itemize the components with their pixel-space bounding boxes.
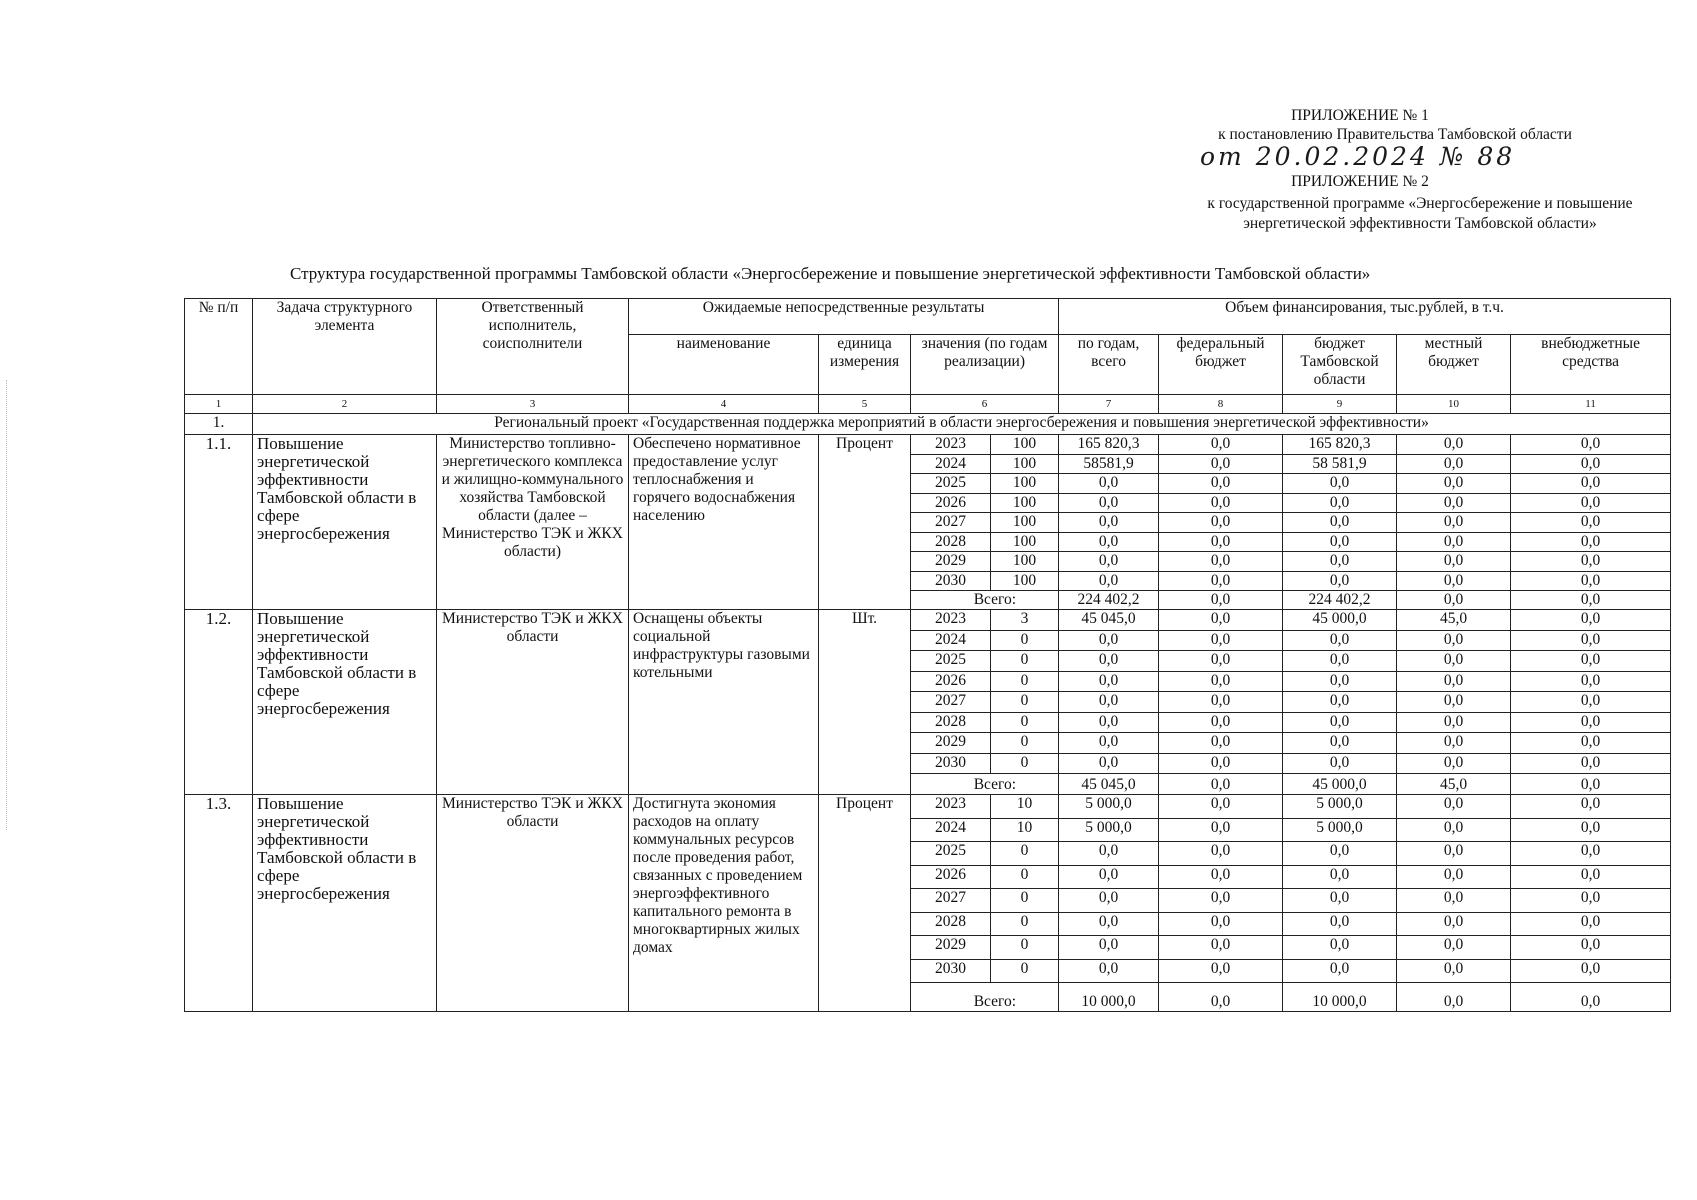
section-num: 1. xyxy=(185,414,253,435)
total-funding-cell: 0,0 xyxy=(1059,571,1159,591)
federal-budget-cell: 0,0 xyxy=(1159,552,1283,572)
total-label: Всего: xyxy=(911,983,1059,1012)
local-budget-cell: 0,0 xyxy=(1397,912,1511,936)
extrabudgetary-cell: 0,0 xyxy=(1511,651,1671,672)
year-cell: 2023 xyxy=(911,435,991,455)
local-budget-cell: 0,0 xyxy=(1397,865,1511,889)
year-cell: 2030 xyxy=(911,959,991,983)
federal-budget-cell: 0,0 xyxy=(1159,795,1283,819)
total-extra-cell: 0,0 xyxy=(1511,774,1671,795)
local-budget-cell: 0,0 xyxy=(1397,630,1511,651)
year-cell: 2030 xyxy=(911,571,991,591)
extrabudgetary-cell: 0,0 xyxy=(1511,842,1671,866)
extrabudgetary-cell: 0,0 xyxy=(1511,552,1671,572)
regional-budget-cell: 0,0 xyxy=(1283,692,1397,713)
target-value-cell: 100 xyxy=(991,454,1059,474)
year-cell: 2026 xyxy=(911,671,991,692)
column-number-row xyxy=(185,395,1671,414)
target-value-cell: 0 xyxy=(991,912,1059,936)
regional-budget-cell: 0,0 xyxy=(1283,842,1397,866)
regional-budget-cell: 0,0 xyxy=(1283,651,1397,672)
local-budget-cell: 0,0 xyxy=(1397,552,1511,572)
col-number: 6 xyxy=(911,395,1059,414)
regional-budget-cell: 0,0 xyxy=(1283,513,1397,533)
header-regional: бюджет Тамбовской области xyxy=(1283,335,1397,395)
regional-budget-cell: 58 581,9 xyxy=(1283,454,1397,474)
target-value-cell: 100 xyxy=(991,571,1059,591)
extrabudgetary-cell: 0,0 xyxy=(1511,671,1671,692)
extrabudgetary-cell: 0,0 xyxy=(1511,571,1671,591)
local-budget-cell: 45,0 xyxy=(1397,610,1511,631)
target-value-cell: 100 xyxy=(991,552,1059,572)
year-cell: 2027 xyxy=(911,513,991,533)
section-row xyxy=(185,414,1671,435)
regional-budget-cell: 0,0 xyxy=(1283,912,1397,936)
year-cell: 2028 xyxy=(911,712,991,733)
year-cell: 2024 xyxy=(911,454,991,474)
header-total: по годам, всего xyxy=(1059,335,1159,395)
federal-budget-cell: 0,0 xyxy=(1159,712,1283,733)
extrabudgetary-cell: 0,0 xyxy=(1511,712,1671,733)
total-regional-cell: 45 000,0 xyxy=(1283,774,1397,795)
target-value-cell: 0 xyxy=(991,651,1059,672)
appendix1-title: ПРИЛОЖЕНИЕ № 1 xyxy=(1291,107,1429,124)
total-extra-cell: 0,0 xyxy=(1511,591,1671,610)
federal-budget-cell: 0,0 xyxy=(1159,753,1283,774)
col-number: 9 xyxy=(1283,395,1397,414)
regional-budget-cell: 0,0 xyxy=(1283,493,1397,513)
local-budget-cell: 0,0 xyxy=(1397,959,1511,983)
target-value-cell: 10 xyxy=(991,818,1059,842)
regional-budget-cell: 0,0 xyxy=(1283,936,1397,960)
appendix1-reference: к постановлению Правительства Тамбовской области xyxy=(1218,126,1572,143)
local-budget-cell: 0,0 xyxy=(1397,651,1511,672)
total-total-cell: 10 000,0 xyxy=(1059,983,1159,1012)
federal-budget-cell: 0,0 xyxy=(1159,571,1283,591)
table-row xyxy=(185,435,1671,455)
total-funding-cell: 0,0 xyxy=(1059,532,1159,552)
extrabudgetary-cell: 0,0 xyxy=(1511,630,1671,651)
federal-budget-cell: 0,0 xyxy=(1159,842,1283,866)
appendix2-line1: к государственной программе «Энергосбережение и повышение xyxy=(1207,195,1633,212)
local-budget-cell: 0,0 xyxy=(1397,733,1511,754)
local-budget-cell: 0,0 xyxy=(1397,795,1511,819)
target-value-cell: 0 xyxy=(991,712,1059,733)
total-funding-cell: 0,0 xyxy=(1059,889,1159,913)
total-funding-cell: 0,0 xyxy=(1059,753,1159,774)
total-local-cell: 0,0 xyxy=(1397,591,1511,610)
federal-budget-cell: 0,0 xyxy=(1159,630,1283,651)
header-funding-group: Объем финансирования, тыс.рублей, в т.ч. xyxy=(1059,299,1671,335)
total-funding-cell: 0,0 xyxy=(1059,552,1159,572)
col-number: 10 xyxy=(1397,395,1511,414)
total-label: Всего: xyxy=(911,591,1059,610)
local-budget-cell: 0,0 xyxy=(1397,493,1511,513)
regional-budget-cell: 0,0 xyxy=(1283,671,1397,692)
executor: Министерство топливно-энергетического комплекса и жилищно-коммунального хозяйства Тамбовской области (далее – Министерство ТЭК и ЖКХ области) xyxy=(437,435,629,610)
col-number: 1 xyxy=(185,395,253,414)
unit: Шт. xyxy=(819,610,911,795)
federal-budget-cell: 0,0 xyxy=(1159,532,1283,552)
header-local: местный бюджет xyxy=(1397,335,1511,395)
header-unit: единица измерения xyxy=(819,335,911,395)
target-value-cell: 0 xyxy=(991,630,1059,651)
extrabudgetary-cell: 0,0 xyxy=(1511,474,1671,494)
local-budget-cell: 0,0 xyxy=(1397,532,1511,552)
federal-budget-cell: 0,0 xyxy=(1159,889,1283,913)
total-local-cell: 45,0 xyxy=(1397,774,1511,795)
extrabudgetary-cell: 0,0 xyxy=(1511,818,1671,842)
year-cell: 2025 xyxy=(911,474,991,494)
federal-budget-cell: 0,0 xyxy=(1159,959,1283,983)
target-value-cell: 0 xyxy=(991,865,1059,889)
result-name: Оснащены объекты социальной инфраструктуры газовыми котельными xyxy=(629,610,819,795)
target-value-cell: 100 xyxy=(991,513,1059,533)
col-number: 11 xyxy=(1511,395,1671,414)
federal-budget-cell: 0,0 xyxy=(1159,610,1283,631)
target-value-cell: 10 xyxy=(991,795,1059,819)
local-budget-cell: 0,0 xyxy=(1397,671,1511,692)
total-funding-cell: 0,0 xyxy=(1059,912,1159,936)
scan-edge-mark xyxy=(6,380,8,830)
target-value-cell: 0 xyxy=(991,753,1059,774)
federal-budget-cell: 0,0 xyxy=(1159,818,1283,842)
extrabudgetary-cell: 0,0 xyxy=(1511,733,1671,754)
total-funding-cell: 0,0 xyxy=(1059,692,1159,713)
col-number: 7 xyxy=(1059,395,1159,414)
total-funding-cell: 0,0 xyxy=(1059,959,1159,983)
year-cell: 2029 xyxy=(911,733,991,754)
local-budget-cell: 0,0 xyxy=(1397,818,1511,842)
total-funding-cell: 0,0 xyxy=(1059,630,1159,651)
total-funding-cell: 45 045,0 xyxy=(1059,610,1159,631)
local-budget-cell: 0,0 xyxy=(1397,842,1511,866)
document-title: Структура государственной программы Тамбовской области «Энергосбережение и повышение энергетической эффективности Тамбовской области» xyxy=(290,264,1371,283)
local-budget-cell: 0,0 xyxy=(1397,571,1511,591)
total-funding-cell: 0,0 xyxy=(1059,733,1159,754)
local-budget-cell: 0,0 xyxy=(1397,435,1511,455)
extrabudgetary-cell: 0,0 xyxy=(1511,493,1671,513)
year-cell: 2023 xyxy=(911,795,991,819)
total-funding-cell: 0,0 xyxy=(1059,513,1159,533)
year-cell: 2028 xyxy=(911,912,991,936)
target-value-cell: 0 xyxy=(991,936,1059,960)
total-federal-cell: 0,0 xyxy=(1159,983,1283,1012)
year-cell: 2028 xyxy=(911,532,991,552)
federal-budget-cell: 0,0 xyxy=(1159,435,1283,455)
local-budget-cell: 0,0 xyxy=(1397,513,1511,533)
header-federal: федеральный бюджет xyxy=(1159,335,1283,395)
federal-budget-cell: 0,0 xyxy=(1159,513,1283,533)
extrabudgetary-cell: 0,0 xyxy=(1511,959,1671,983)
federal-budget-cell: 0,0 xyxy=(1159,692,1283,713)
unit: Процент xyxy=(819,435,911,610)
regional-budget-cell: 0,0 xyxy=(1283,753,1397,774)
year-cell: 2026 xyxy=(911,493,991,513)
extrabudgetary-cell: 0,0 xyxy=(1511,795,1671,819)
section-title: Региональный проект «Государственная поддержка мероприятий в области энергосбережения и повышения энергетической эффективности» xyxy=(253,414,1671,435)
local-budget-cell: 0,0 xyxy=(1397,474,1511,494)
federal-budget-cell: 0,0 xyxy=(1159,454,1283,474)
target-value-cell: 3 xyxy=(991,610,1059,631)
col-number: 4 xyxy=(629,395,819,414)
regional-budget-cell: 0,0 xyxy=(1283,733,1397,754)
year-cell: 2024 xyxy=(911,630,991,651)
extrabudgetary-cell: 0,0 xyxy=(1511,692,1671,713)
year-cell: 2030 xyxy=(911,753,991,774)
federal-budget-cell: 0,0 xyxy=(1159,651,1283,672)
table-row xyxy=(185,795,1671,819)
local-budget-cell: 0,0 xyxy=(1397,454,1511,474)
regional-budget-cell: 165 820,3 xyxy=(1283,435,1397,455)
year-cell: 2029 xyxy=(911,936,991,960)
total-funding-cell: 0,0 xyxy=(1059,712,1159,733)
header-extra: внебюджетные средства xyxy=(1511,335,1671,395)
program-structure-table xyxy=(184,298,1671,1012)
extrabudgetary-cell: 0,0 xyxy=(1511,513,1671,533)
extrabudgetary-cell: 0,0 xyxy=(1511,532,1671,552)
local-budget-cell: 0,0 xyxy=(1397,753,1511,774)
regional-budget-cell: 0,0 xyxy=(1283,630,1397,651)
regional-budget-cell: 5 000,0 xyxy=(1283,818,1397,842)
target-value-cell: 0 xyxy=(991,959,1059,983)
total-funding-cell: 0,0 xyxy=(1059,671,1159,692)
regional-budget-cell: 45 000,0 xyxy=(1283,610,1397,631)
regional-budget-cell: 0,0 xyxy=(1283,552,1397,572)
total-local-cell: 0,0 xyxy=(1397,983,1511,1012)
executor: Министерство ТЭК и ЖКХ области xyxy=(437,610,629,795)
table-row xyxy=(185,610,1671,631)
extrabudgetary-cell: 0,0 xyxy=(1511,610,1671,631)
year-cell: 2027 xyxy=(911,692,991,713)
year-cell: 2025 xyxy=(911,842,991,866)
result-name: Достигнута экономия расходов на оплату коммунальных ресурсов после проведения работ, связанных с проведением энергоэффективного капитального ремонта в многоквартирных жилых домах xyxy=(629,795,819,1012)
header-executor: Ответственный исполнитель, соисполнители xyxy=(437,299,629,395)
header-result-name: наименование xyxy=(629,335,819,395)
total-funding-cell: 5 000,0 xyxy=(1059,795,1159,819)
unit: Процент xyxy=(819,795,911,1012)
total-federal-cell: 0,0 xyxy=(1159,591,1283,610)
regional-budget-cell: 0,0 xyxy=(1283,865,1397,889)
extrabudgetary-cell: 0,0 xyxy=(1511,889,1671,913)
target-value-cell: 0 xyxy=(991,692,1059,713)
target-value-cell: 100 xyxy=(991,532,1059,552)
extrabudgetary-cell: 0,0 xyxy=(1511,936,1671,960)
local-budget-cell: 0,0 xyxy=(1397,889,1511,913)
extrabudgetary-cell: 0,0 xyxy=(1511,753,1671,774)
item-number: 1.2. xyxy=(185,610,253,795)
local-budget-cell: 0,0 xyxy=(1397,692,1511,713)
regional-budget-cell: 0,0 xyxy=(1283,712,1397,733)
extrabudgetary-cell: 0,0 xyxy=(1511,912,1671,936)
appendix2-title: ПРИЛОЖЕНИЕ № 2 xyxy=(1291,173,1429,190)
total-federal-cell: 0,0 xyxy=(1159,774,1283,795)
executor: Министерство ТЭК и ЖКХ области xyxy=(437,795,629,1012)
col-number: 8 xyxy=(1159,395,1283,414)
total-extra-cell: 0,0 xyxy=(1511,983,1671,1012)
federal-budget-cell: 0,0 xyxy=(1159,474,1283,494)
year-cell: 2023 xyxy=(911,610,991,631)
total-total-cell: 45 045,0 xyxy=(1059,774,1159,795)
item-number: 1.1. xyxy=(185,435,253,610)
header-num: № п/п xyxy=(185,299,253,395)
header-values: значения (по годам реализации) xyxy=(911,335,1059,395)
target-value-cell: 100 xyxy=(991,474,1059,494)
result-name: Обеспечено нормативное предоставление услуг теплоснабжения и горячего водоснабжения населению xyxy=(629,435,819,610)
total-funding-cell: 165 820,3 xyxy=(1059,435,1159,455)
total-label: Всего: xyxy=(911,774,1059,795)
total-funding-cell: 58581,9 xyxy=(1059,454,1159,474)
handwritten-date-number: от 20.02.2024 № 88 xyxy=(1200,142,1516,171)
total-funding-cell: 0,0 xyxy=(1059,842,1159,866)
total-regional-cell: 10 000,0 xyxy=(1283,983,1397,1012)
regional-budget-cell: 0,0 xyxy=(1283,474,1397,494)
extrabudgetary-cell: 0,0 xyxy=(1511,454,1671,474)
extrabudgetary-cell: 0,0 xyxy=(1511,865,1671,889)
target-value-cell: 0 xyxy=(991,842,1059,866)
total-funding-cell: 0,0 xyxy=(1059,651,1159,672)
total-total-cell: 224 402,2 xyxy=(1059,591,1159,610)
col-number: 3 xyxy=(437,395,629,414)
regional-budget-cell: 0,0 xyxy=(1283,571,1397,591)
federal-budget-cell: 0,0 xyxy=(1159,733,1283,754)
header-task: Задача структурного элемента xyxy=(253,299,437,395)
local-budget-cell: 0,0 xyxy=(1397,712,1511,733)
regional-budget-cell: 5 000,0 xyxy=(1283,795,1397,819)
year-cell: 2029 xyxy=(911,552,991,572)
target-value-cell: 0 xyxy=(991,671,1059,692)
year-cell: 2025 xyxy=(911,651,991,672)
task-description: Повышение энергетической эффективности Тамбовской области в сфере энергосбережения xyxy=(253,435,437,610)
total-funding-cell: 5 000,0 xyxy=(1059,818,1159,842)
extrabudgetary-cell: 0,0 xyxy=(1511,435,1671,455)
total-funding-cell: 0,0 xyxy=(1059,936,1159,960)
regional-budget-cell: 0,0 xyxy=(1283,959,1397,983)
target-value-cell: 0 xyxy=(991,889,1059,913)
task-description: Повышение энергетической эффективности Тамбовской области в сфере энергосбережения xyxy=(253,795,437,1012)
target-value-cell: 100 xyxy=(991,493,1059,513)
col-number: 2 xyxy=(253,395,437,414)
federal-budget-cell: 0,0 xyxy=(1159,912,1283,936)
year-cell: 2024 xyxy=(911,818,991,842)
federal-budget-cell: 0,0 xyxy=(1159,671,1283,692)
task-description: Повышение энергетической эффективности Тамбовской области в сфере энергосбережения xyxy=(253,610,437,795)
federal-budget-cell: 0,0 xyxy=(1159,493,1283,513)
total-regional-cell: 224 402,2 xyxy=(1283,591,1397,610)
appendix2-line2: энергетической эффективности Тамбовской области» xyxy=(1243,215,1597,232)
federal-budget-cell: 0,0 xyxy=(1159,865,1283,889)
total-funding-cell: 0,0 xyxy=(1059,493,1159,513)
year-cell: 2026 xyxy=(911,865,991,889)
regional-budget-cell: 0,0 xyxy=(1283,889,1397,913)
regional-budget-cell: 0,0 xyxy=(1283,532,1397,552)
target-value-cell: 100 xyxy=(991,435,1059,455)
total-funding-cell: 0,0 xyxy=(1059,865,1159,889)
header-results-group: Ожидаемые непосредственные результаты xyxy=(629,299,1059,335)
col-number: 5 xyxy=(819,395,911,414)
local-budget-cell: 0,0 xyxy=(1397,936,1511,960)
target-value-cell: 0 xyxy=(991,733,1059,754)
item-number: 1.3. xyxy=(185,795,253,1012)
year-cell: 2027 xyxy=(911,889,991,913)
total-funding-cell: 0,0 xyxy=(1059,474,1159,494)
federal-budget-cell: 0,0 xyxy=(1159,936,1283,960)
